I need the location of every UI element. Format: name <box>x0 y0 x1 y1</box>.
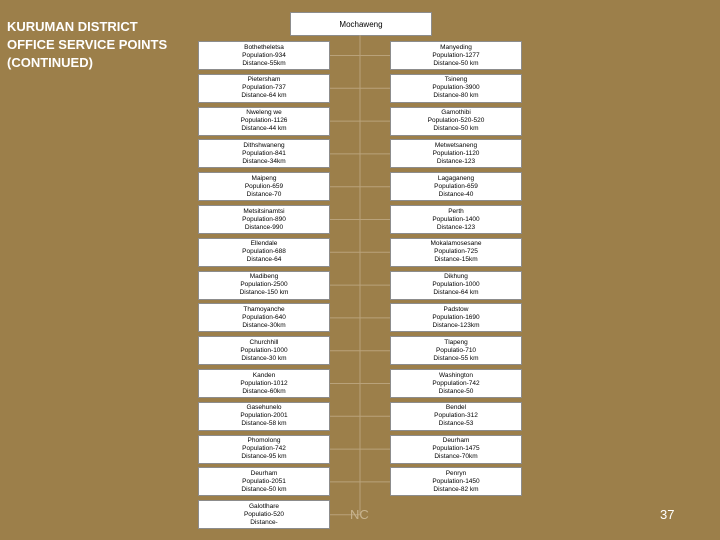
service-point-node <box>390 205 522 234</box>
node-name: Padstow <box>443 305 469 313</box>
node-name: Metwetsaneng <box>434 141 478 149</box>
node-name: Perth <box>448 207 464 215</box>
service-point-node <box>198 74 330 103</box>
node-name: Gamothibi <box>441 109 471 117</box>
node-distance: Distance-30 km <box>241 354 287 362</box>
service-point-node <box>198 303 330 332</box>
node-population: Population-1277 <box>432 51 480 59</box>
service-point-node <box>390 41 522 70</box>
footer-label: NC <box>350 507 369 522</box>
node-population: Population-1120 <box>432 149 480 157</box>
node-distance: Distance-34km <box>242 157 286 165</box>
node-name: Washington <box>438 371 474 379</box>
node-name: Bothetheletsa <box>244 43 284 51</box>
node-distance: Distance-150 km <box>239 289 289 297</box>
node-name: Nweleng we <box>246 109 282 117</box>
service-point-node <box>198 402 330 431</box>
node-population: Population-3900 <box>432 84 480 92</box>
node-population: Population-1000 <box>432 281 480 289</box>
node-distance: Distance-990 <box>244 223 284 231</box>
service-point-node <box>390 172 522 201</box>
node-name: Lagaganeng <box>437 174 475 182</box>
service-point-node <box>198 205 330 234</box>
node-population: Populion-659 <box>244 182 284 190</box>
node-distance: Distance-40 <box>438 190 474 198</box>
node-name: Maipeng <box>251 174 277 182</box>
service-point-node <box>198 500 330 529</box>
node-population: Population-725 <box>434 248 478 256</box>
service-point-node <box>390 74 522 103</box>
node-distance: Distance-64 km <box>241 92 287 100</box>
service-point-node <box>198 139 330 168</box>
node-population: Population-1690 <box>432 313 480 321</box>
node-population: Population-2001 <box>240 412 288 420</box>
node-population: Population-520-520 <box>427 117 485 125</box>
node-distance: Distance-50 km <box>241 485 287 493</box>
node-population: Population-1450 <box>432 477 480 485</box>
node-population: Population-640 <box>242 313 286 321</box>
node-distance: Distance-123 <box>436 223 476 231</box>
node-population: Population-688 <box>242 248 286 256</box>
node-population: Populatio-2051 <box>242 477 286 485</box>
service-point-node <box>198 336 330 365</box>
node-name: Metsitsinamtsi <box>243 207 285 215</box>
service-point-node <box>390 107 522 136</box>
node-name: Galotlhare <box>249 502 279 510</box>
node-distance: Distance-58 km <box>241 420 287 428</box>
node-name: Penryn <box>445 469 467 477</box>
service-point-node <box>198 172 330 201</box>
node-distance: Distance- <box>250 518 278 526</box>
node-distance: Distance-70km <box>434 453 478 461</box>
node-distance: Distance-60km <box>242 387 286 395</box>
node-distance: Distance-30km <box>242 321 286 329</box>
node-population: Population-1400 <box>432 215 480 223</box>
node-distance: Distance-95 km <box>241 453 287 461</box>
service-point-node <box>198 238 330 267</box>
service-point-node <box>390 336 522 365</box>
node-population: Population-1000 <box>240 346 288 354</box>
service-point-node <box>390 467 522 496</box>
node-name: Deurham <box>250 469 278 477</box>
node-distance: Distance-80 km <box>433 92 479 100</box>
node-population: Population-312 <box>434 412 478 420</box>
node-distance: Distance-50 km <box>433 125 479 133</box>
node-name: Thamoyanche <box>243 305 285 313</box>
node-distance: Distance-55km <box>242 59 286 67</box>
service-point-node <box>390 139 522 168</box>
service-point-node <box>390 303 522 332</box>
node-distance: Distance-70 <box>246 190 282 198</box>
node-distance: Distance-64 <box>246 256 282 264</box>
node-population: Population-1475 <box>432 445 480 453</box>
node-distance: Distance-44 km <box>241 125 287 133</box>
node-population: Population-890 <box>242 215 286 223</box>
node-distance: Distance-123km <box>432 321 480 329</box>
node-population: Poppulation-742 <box>432 379 480 387</box>
node-population: Population-659 <box>434 182 478 190</box>
node-population: Population-1126 <box>240 117 288 125</box>
node-name: Kanden <box>252 371 276 379</box>
node-name: Dithshwaneng <box>243 141 285 149</box>
service-point-node <box>390 369 522 398</box>
node-population: Population-1012 <box>240 379 288 387</box>
node-distance: Distance-53 <box>438 420 474 428</box>
service-point-node <box>198 435 330 464</box>
node-name: Madibeng <box>249 273 279 281</box>
node-distance: Distance-64 km <box>433 289 479 297</box>
node-distance: Distance-123 <box>436 157 476 165</box>
service-point-node <box>390 238 522 267</box>
node-population: Population-2500 <box>240 281 288 289</box>
node-name: Tsineng <box>444 76 468 84</box>
node-name: Phomolong <box>247 437 281 445</box>
node-name: Manyeding <box>440 43 472 51</box>
node-distance: Distance-50 km <box>433 59 479 67</box>
service-point-node <box>390 435 522 464</box>
service-point-node <box>198 467 330 496</box>
service-point-node <box>198 271 330 300</box>
node-population: Populatio-520 <box>243 510 285 518</box>
node-population: Population-934 <box>242 51 286 59</box>
node-name: Ellendale <box>250 240 278 248</box>
node-name: Mokalamosesane <box>430 240 482 248</box>
service-point-node <box>390 402 522 431</box>
node-population: Population-737 <box>242 84 286 92</box>
node-name: Pietersham <box>247 76 281 84</box>
node-distance: Distance-55 km <box>433 354 479 362</box>
node-name: Deurham <box>442 437 470 445</box>
node-name: Bendel <box>445 404 467 412</box>
node-name: Dikhung <box>444 273 468 281</box>
node-name: Gasehunelo <box>246 404 282 412</box>
node-name: Tlapeng <box>444 338 468 346</box>
node-distance: Distance-50 <box>438 387 474 395</box>
service-point-node <box>198 369 330 398</box>
service-point-node <box>198 107 330 136</box>
node-distance: Distance-82 km <box>433 485 479 493</box>
root-node: Mochaweng <box>290 12 432 36</box>
node-population: Populatio-710 <box>435 346 477 354</box>
slide-title: KURUMAN DISTRICT OFFICE SERVICE POINTS (CONTINUED) <box>7 19 168 70</box>
node-population: Population-841 <box>242 149 286 157</box>
service-point-node <box>390 271 522 300</box>
node-name: Churchhill <box>249 338 279 346</box>
node-population: Population-742 <box>242 445 286 453</box>
page-number: 37 <box>660 507 675 522</box>
node-distance: Distance-15km <box>434 256 478 264</box>
service-point-node <box>198 41 330 70</box>
